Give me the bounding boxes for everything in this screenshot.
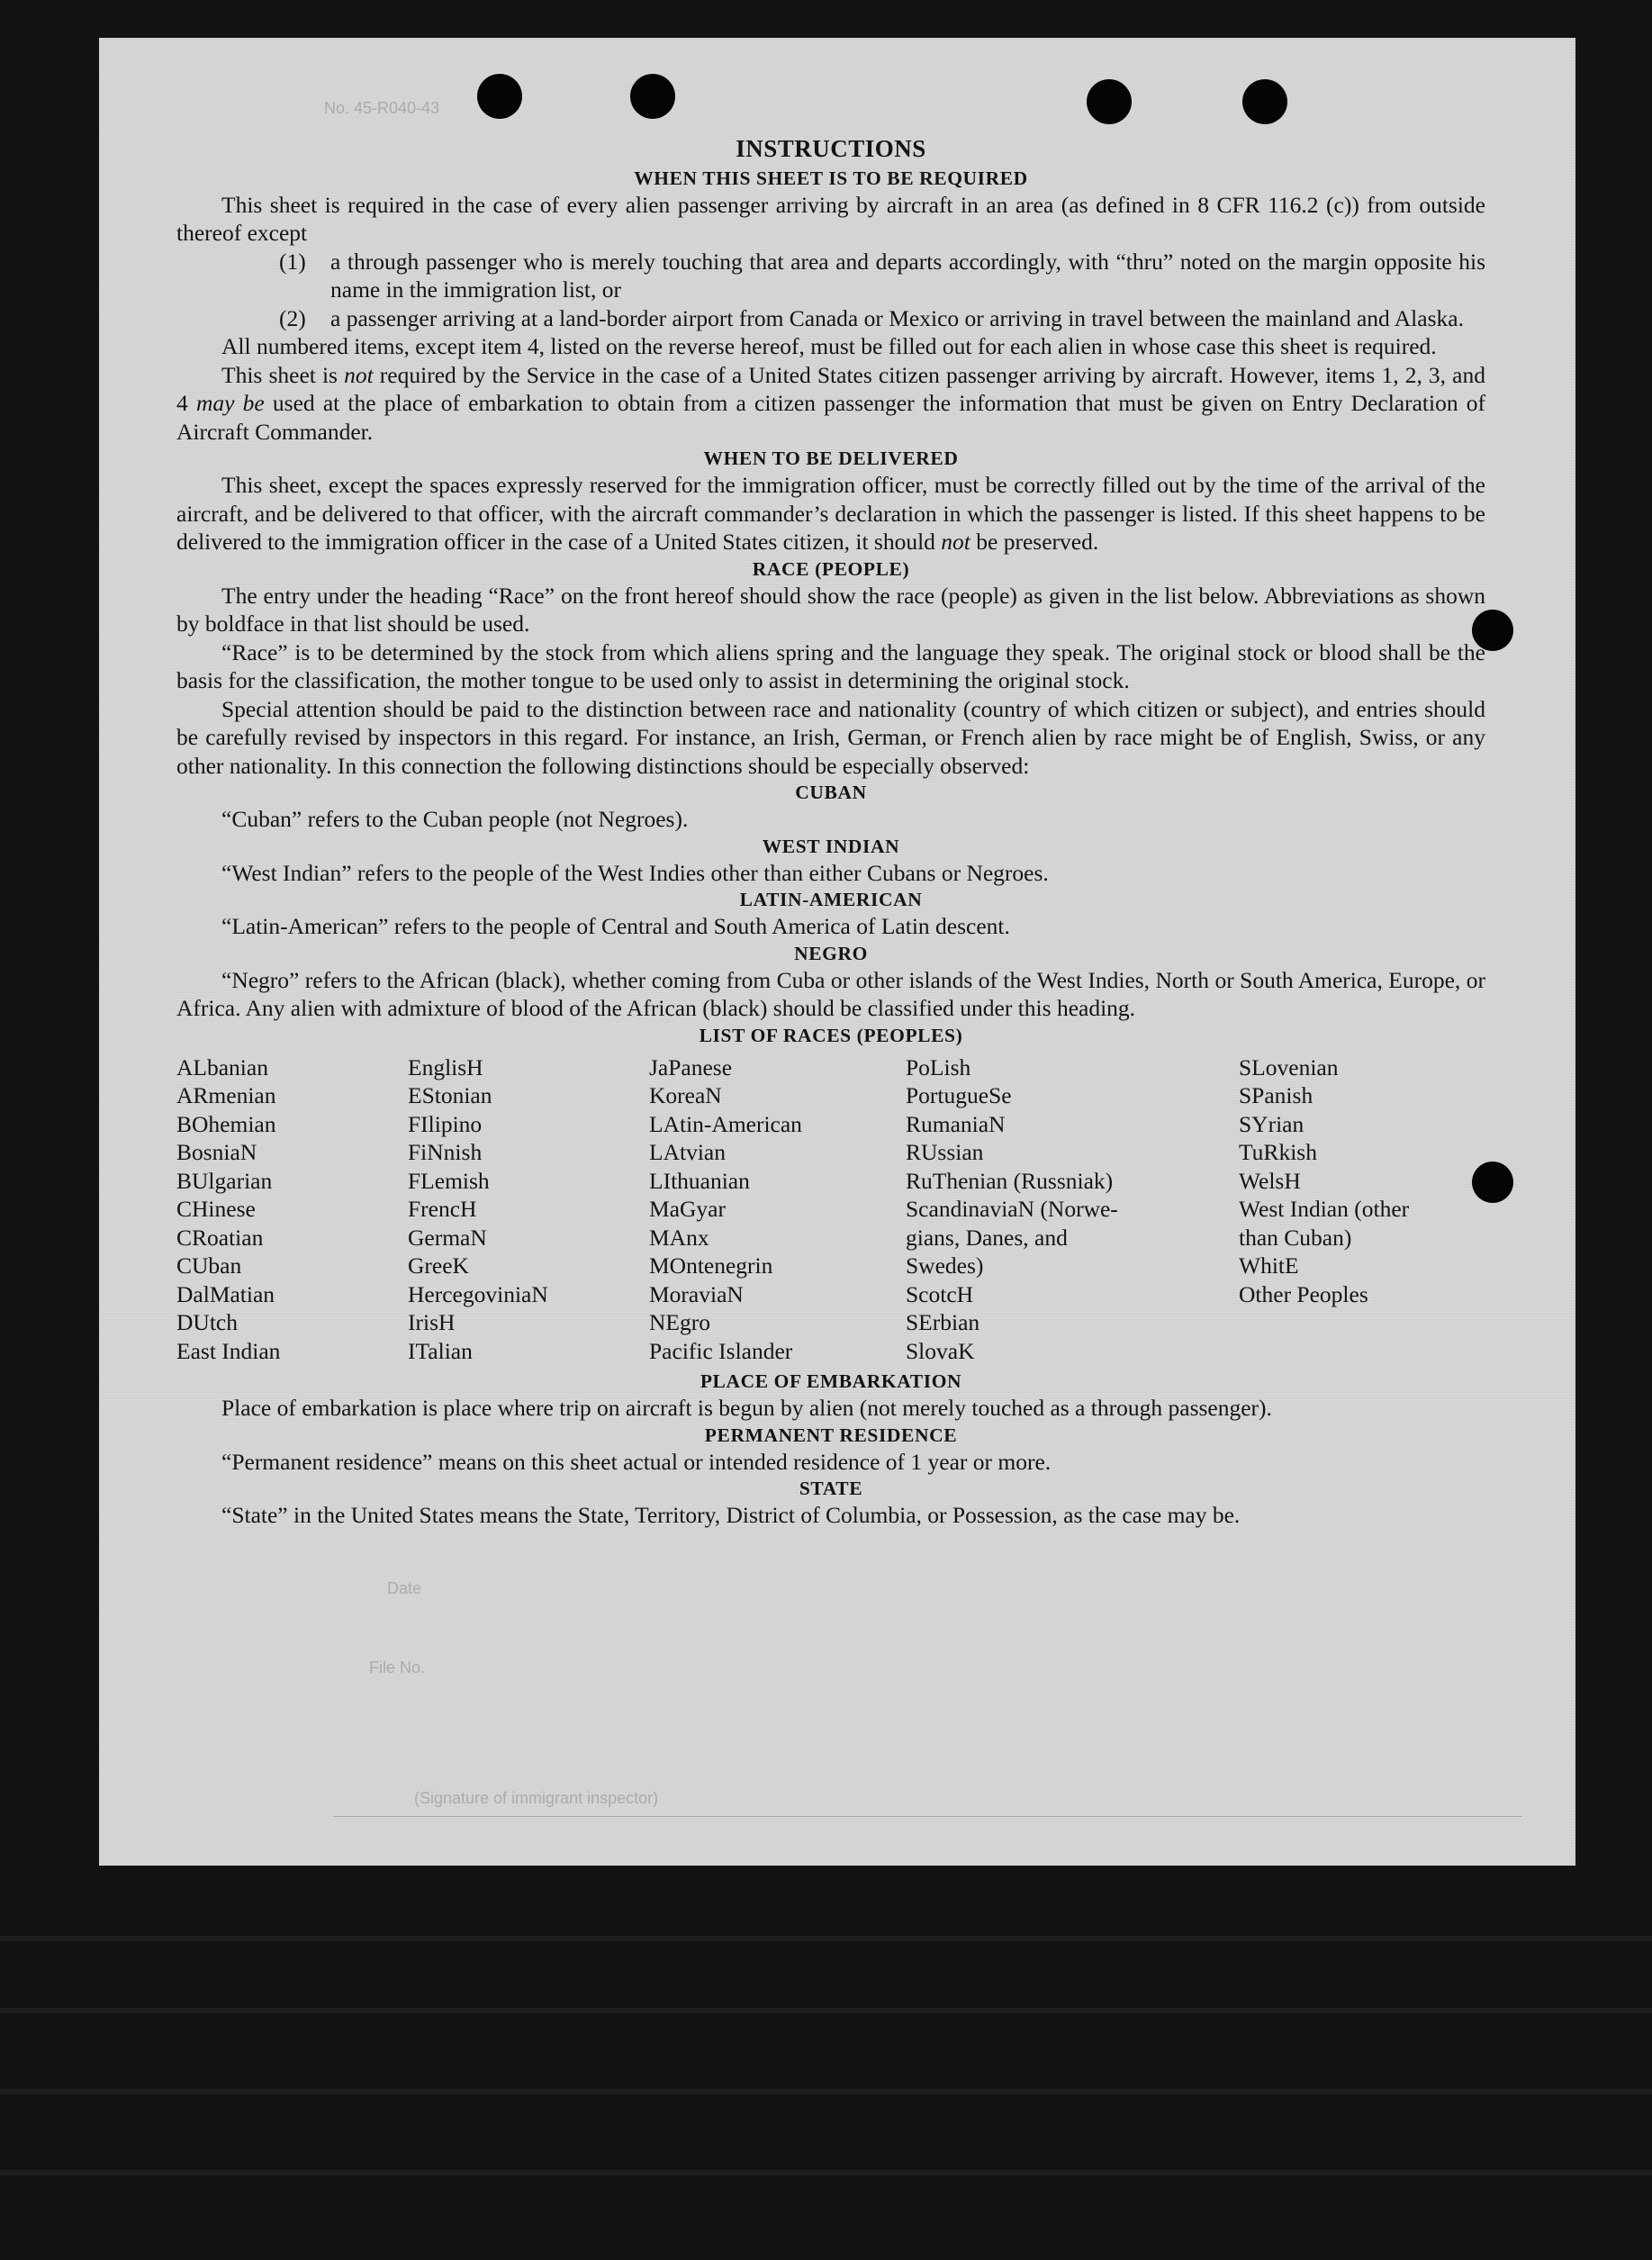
race-entry: MaGyar [649, 1196, 726, 1222]
race-entry: DalMatian [176, 1280, 275, 1307]
race-entry: GermaN [408, 1224, 487, 1251]
item-number: (2) [279, 304, 306, 331]
section-heading-cuban: CUBAN [795, 782, 867, 803]
citizen-paragraph [176, 361, 1485, 447]
race-entry: ARmenian [176, 1082, 276, 1108]
race-entry: RuThenian (Russniak) [906, 1167, 1114, 1194]
text-run: This sheet, except the spaces expressly reserved for the immigration officer, must be correctly filled out by the time of the arrival of the aircraft, and be delivered to that officer, with the aircraft commander’s declaration in which the passenger is listed. If this sheet happens to be delivered to the immigration officer in the case of a United States citizen, it should [176, 472, 1485, 555]
emphasis-text: not [344, 361, 374, 388]
section-heading-latin-american: LATIN-AMERICAN [739, 889, 923, 910]
punch-hole [1087, 79, 1132, 124]
race-entry: ScandinaviaN (Norwe- [906, 1196, 1118, 1222]
residence-paragraph: “Permanent residence” means on this sheet actual or intended residence of 1 year or more. [221, 1448, 1052, 1475]
race-entry: FLemish [408, 1167, 490, 1194]
race-entry: FrencH [408, 1196, 477, 1222]
race-entry: PoLish [906, 1053, 971, 1080]
race-entry: Swedes) [906, 1252, 984, 1279]
race-entry: gians, Danes, and [906, 1224, 1068, 1251]
race-entry: BUlgarian [176, 1167, 273, 1194]
race-entry: EnglisH [408, 1053, 483, 1080]
cuban-paragraph: “Cuban” refers to the Cuban people (not Negroes). [221, 806, 689, 832]
races-column-4 [906, 1053, 1239, 1366]
emphasis-text: may be [195, 390, 265, 416]
bleed-through-text: Date [387, 1579, 422, 1597]
races-column-1 [176, 1053, 408, 1366]
race-entry: RumaniaN [906, 1110, 1006, 1137]
race-entry: MoraviaN [649, 1280, 744, 1307]
races-list [176, 1053, 1485, 1366]
race-entry: CHinese [176, 1196, 256, 1222]
race-entry: WhitE [1239, 1252, 1299, 1279]
race-entry: FIlipino [408, 1110, 483, 1137]
race-entry: EStonian [408, 1082, 492, 1108]
list-of-races-heading: LIST OF RACES (PEOPLES) [699, 1024, 963, 1046]
item-text: a through passenger who is merely touching that area and departs accordingly, with “thru” noted on the margin opposite his name in the immigration list, or [330, 248, 1485, 303]
race-entry: HercegoviniaN [408, 1280, 548, 1307]
latin-american-paragraph: “Latin-American” refers to the people of Central and South America of Latin descent. [221, 913, 1010, 939]
section-heading-required: WHEN THIS SHEET IS TO BE REQUIRED [634, 167, 1028, 189]
race-entry: SlovaK [906, 1337, 975, 1364]
punch-hole [477, 74, 522, 119]
race-entry: SLovenian [1239, 1053, 1339, 1080]
race-entry: than Cuban) [1239, 1224, 1352, 1251]
race-entry: GreeK [408, 1252, 469, 1279]
punch-hole [1242, 79, 1287, 124]
embarkation-paragraph: Place of embarkation is place where trip on aircraft is begun by alien (not merely touched as a through passenger). [221, 1395, 1272, 1421]
race-entry: JaPanese [649, 1053, 733, 1080]
negro-paragraph: “Negro” refers to the African (black), whether coming from Cuba or other islands of the West Indies, North or South America, Europe, or Africa. Any alien with admixture of blood of the African (black) should be classified under this heading. [176, 966, 1485, 1021]
race-paragraph-3: Special attention should be paid to the distinction between race and nationality (country of which citizen or subject), and entries should be carefully revised by inspectors in this regard. For instance, an Irish, German, or French alien by race might be of English, Swiss, or any other nationality. In this connection the following distinctions should be especially observed: [176, 695, 1485, 779]
race-entry: WelsH [1239, 1167, 1301, 1194]
race-entry: CRoatian [176, 1224, 264, 1251]
race-entry: LAtin-American [649, 1110, 802, 1137]
race-entry: Pacific Islander [649, 1337, 793, 1364]
item-text: a passenger arriving at a land-border airport from Canada or Mexico or arriving in travel between the mainland and Alaska. [330, 304, 1464, 331]
text-run: This sheet is [221, 361, 345, 388]
exception-item-2 [279, 304, 1485, 333]
text-run: be preserved. [970, 529, 1099, 555]
race-entry: CUban [176, 1252, 242, 1279]
race-entry: RUssian [906, 1139, 984, 1165]
race-paragraph-1: The entry under the heading “Race” on the front hereof should show the race (people) as given in the list below. Abbreviations as shown by boldface in that list should be used. [176, 582, 1485, 637]
section-heading-delivered: WHEN TO BE DELIVERED [703, 447, 959, 469]
race-entry: MOntenegrin [649, 1252, 773, 1279]
section-heading-embarkation: PLACE OF EMBARKATION [700, 1370, 962, 1392]
race-entry: BOhemian [176, 1110, 276, 1137]
race-entry: LAtvian [649, 1139, 726, 1165]
page-title: INSTRUCTIONS [736, 135, 926, 162]
west-indian-paragraph: “West Indian” refers to the people of the West Indies other than either Cubans or Negroes. [221, 859, 1049, 886]
exception-item-1 [279, 248, 1485, 304]
races-column-2 [408, 1053, 649, 1366]
race-entry: NEgro [649, 1309, 710, 1335]
section-heading-negro: NEGRO [794, 942, 868, 964]
race-entry: PortugueSe [906, 1082, 1012, 1108]
text-run: used at the place of embarkation to obtain from a citizen passenger the information that must be given on Entry Declaration of Aircraft Commander. [176, 390, 1486, 445]
race-entry: ALbanian [176, 1053, 268, 1080]
state-paragraph: “State” in the United States means the State, Territory, District of Columbia, or Possession, as the case may be. [221, 1502, 1241, 1528]
text-run: required by the Service in the case of a United States citizen passenger arriving by aircraft. However, items 1, 2, 3, and 4 [176, 361, 1485, 416]
section-heading-race: RACE (PEOPLE) [752, 557, 910, 580]
races-column-3 [649, 1053, 906, 1366]
race-entry: MAnx [649, 1224, 709, 1251]
bleed-through-text: File No. [369, 1659, 426, 1677]
race-entry: IrisH [408, 1309, 456, 1335]
race-entry: TuRkish [1239, 1139, 1317, 1165]
item-number: (1) [279, 248, 306, 275]
emphasis-text: not [941, 529, 970, 555]
race-paragraph-2: “Race” is to be determined by the stock from which aliens spring and the language they speak. The original stock or blood shall be the basis for the classification, the mother tongue to be used only to assist in determining the original stock. [176, 638, 1485, 693]
section-heading-west-indian: WEST INDIAN [762, 835, 900, 857]
race-entry: East Indian [176, 1337, 281, 1364]
race-entry: ITalian [408, 1337, 473, 1364]
punch-hole [630, 74, 675, 119]
document-page [99, 38, 1575, 1866]
race-entry: FiNnish [408, 1139, 483, 1165]
race-entry: DUtch [176, 1309, 238, 1335]
race-entry: SPanish [1239, 1082, 1313, 1108]
races-column-5 [1239, 1053, 1482, 1366]
race-entry: ScotcH [906, 1280, 974, 1307]
section-heading-residence: PERMANENT RESIDENCE [704, 1424, 958, 1446]
race-entry: West Indian (other [1239, 1196, 1410, 1222]
delivered-paragraph [176, 471, 1485, 556]
section-heading-state: STATE [799, 1478, 863, 1499]
race-entry: LIthuanian [649, 1167, 750, 1194]
race-entry: BosniaN [176, 1139, 257, 1165]
race-entry: SErbian [906, 1309, 980, 1335]
race-entry: Other Peoples [1239, 1280, 1368, 1307]
race-entry: SYrian [1239, 1110, 1304, 1137]
bleed-through-text: (Signature of immigrant inspector) [414, 1789, 659, 1807]
instructions-body [176, 135, 1485, 1530]
required-intro: This sheet is required in the case of every alien passenger arriving by aircraft in an area (as defined in 8 CFR 116.2 (c)) from outside thereof except [176, 191, 1485, 246]
numbered-items-paragraph: All numbered items, except item 4, listed on the reverse hereof, must be filled out for each alien in whose case this sheet is required. [221, 333, 1437, 359]
race-entry: KoreaN [649, 1082, 722, 1108]
bleed-through-text: No. 45-R040-43 [324, 99, 440, 117]
